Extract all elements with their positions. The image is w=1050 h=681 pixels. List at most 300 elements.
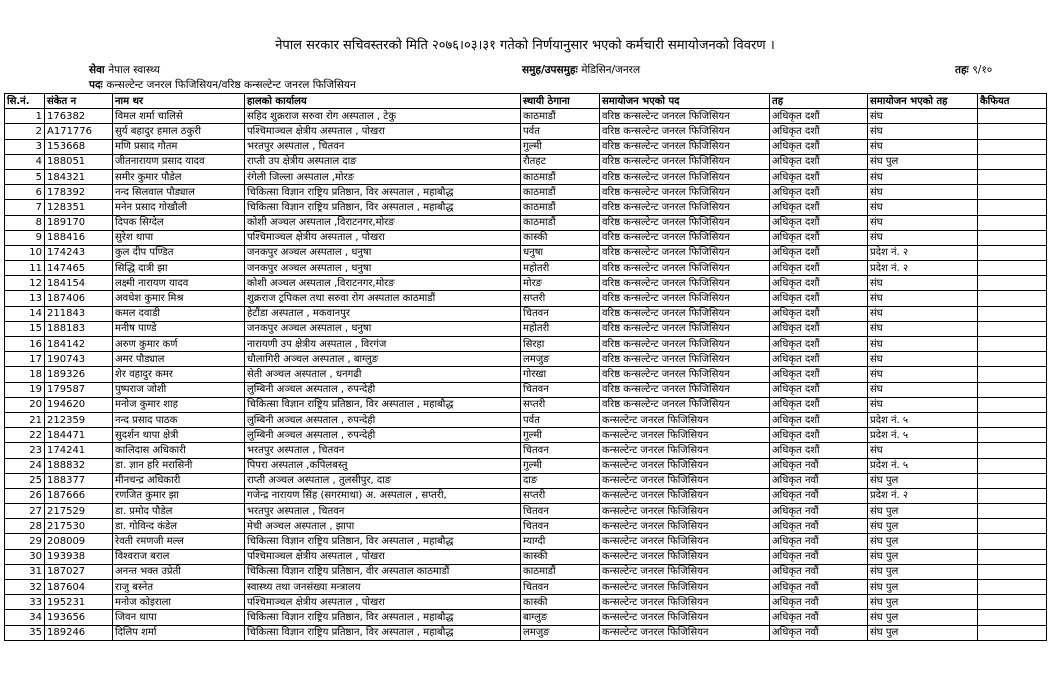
cell-sn: 34 xyxy=(5,610,45,625)
cell-level: अधिकृत दशौं xyxy=(770,215,868,230)
cell-post: कन्सल्टेन्ट जनरल फिजिसियन xyxy=(600,625,770,640)
cell-post: कन्सल्टेन्ट जनरल फिजिसियन xyxy=(600,473,770,488)
cell-sn: 31 xyxy=(5,564,45,579)
sewa-label: सेवा xyxy=(89,64,105,76)
table-row xyxy=(5,124,1047,139)
cell-post: वरिष्ठ कन्सल्टेन्ट जनरल फिजिसियन xyxy=(600,306,770,321)
cell-office: सहिद शुक्रराज सरुवा रोग अस्पताल , टेकु xyxy=(245,109,521,124)
cell-remarks xyxy=(978,504,1047,519)
taha-value: ९/१० xyxy=(972,64,993,76)
cell-address: काठमाडौं xyxy=(521,215,600,230)
cell-sn: 24 xyxy=(5,458,45,473)
cell-office: जनकपुर अञ्चल अस्पताल , धनुषा xyxy=(245,321,521,336)
cell-level: अधिकृत दशौं xyxy=(770,109,868,124)
cell-adjusted-level: संघ पुल xyxy=(868,504,978,519)
cell-adjusted-level: प्रदेश नं. ५ xyxy=(868,458,978,473)
cell-sn: 21 xyxy=(5,412,45,427)
cell-code: 190743 xyxy=(45,352,113,367)
sewa-value: नेपाल स्वास्थ्य xyxy=(108,64,160,76)
cell-address: पर्वत xyxy=(521,124,600,139)
cell-office: राप्ती अञ्चल अस्पताल , तुलसीपुर, दाङ xyxy=(245,473,521,488)
cell-office: चिकित्सा विज्ञान राष्ट्रिय प्रतिष्ठान, विर अस्पताल , महाबौद्ध xyxy=(245,534,521,549)
cell-adjusted-level: संघ पुल xyxy=(868,595,978,610)
cell-code: 176382 xyxy=(45,109,113,124)
cell-remarks xyxy=(978,169,1047,184)
table-row xyxy=(5,397,1047,412)
cell-remarks xyxy=(978,230,1047,245)
cell-post: कन्सल्टेन्ट जनरल फिजिसियन xyxy=(600,519,770,534)
cell-level: अधिकृत दशौं xyxy=(770,169,868,184)
cell-code: 153668 xyxy=(45,139,113,154)
cell-level: अधिकृत दशौं xyxy=(770,397,868,412)
table-row xyxy=(5,382,1047,397)
cell-name: अरुण कुमार कर्ण xyxy=(113,337,245,352)
cell-office: कोशी अञ्चल अस्पताल ,विराटनगर,मोरङ xyxy=(245,215,521,230)
cell-address: कास्की xyxy=(521,549,600,564)
table-row xyxy=(5,367,1047,382)
cell-sn: 23 xyxy=(5,443,45,458)
cell-address: चितवन xyxy=(521,519,600,534)
cell-office: भरतपुर अस्पताल , चितवन xyxy=(245,139,521,154)
cell-level: अधिकृत दशौं xyxy=(770,443,868,458)
cell-level: अधिकृत दशौं xyxy=(770,428,868,443)
cell-remarks xyxy=(978,625,1047,640)
cell-level: अधिकृत दशौं xyxy=(770,367,868,382)
table-row xyxy=(5,564,1047,579)
cell-address: गुल्मी xyxy=(521,458,600,473)
cell-office: धौलागिरी अञ्चल अस्पताल , बाग्लुङ xyxy=(245,352,521,367)
cell-remarks xyxy=(978,185,1047,200)
cell-code: 147465 xyxy=(45,261,113,276)
cell-adjusted-level: संघ xyxy=(868,169,978,184)
cell-name: अनन्त भक्त उप्रेती xyxy=(113,564,245,579)
cell-sn: 10 xyxy=(5,245,45,260)
cell-post: कन्सल्टेन्ट जनरल फिजिसियन xyxy=(600,412,770,427)
cell-name: विमल शर्मा चालिसे xyxy=(113,109,245,124)
cell-post: कन्सल्टेन्ट जनरल फिजिसियन xyxy=(600,443,770,458)
table-row xyxy=(5,109,1047,124)
cell-name: मनोज कुमार शाह xyxy=(113,397,245,412)
cell-adjusted-level: संघ xyxy=(868,200,978,215)
cell-code: 187027 xyxy=(45,564,113,579)
cell-office: भरतपुर अस्पताल , चितवन xyxy=(245,443,521,458)
cell-address: म्याग्दी xyxy=(521,534,600,549)
cell-code: 188051 xyxy=(45,154,113,169)
column-header-adjusted-level: समायोजन भएको तह xyxy=(868,94,978,109)
cell-office: लुम्बिनी अञ्चल अस्पताल , रुपन्देही xyxy=(245,412,521,427)
employee-table xyxy=(4,93,1047,641)
cell-post: वरिष्ठ कन्सल्टेन्ट जनरल फिजिसियन xyxy=(600,382,770,397)
cell-code: 184154 xyxy=(45,276,113,291)
cell-adjusted-level: संघ पुल xyxy=(868,610,978,625)
cell-level: अधिकृत नवौं xyxy=(770,519,868,534)
table-row xyxy=(5,352,1047,367)
cell-adjusted-level: प्रदेश नं. २ xyxy=(868,488,978,503)
cell-post: वरिष्ठ कन्सल्टेन्ट जनरल फिजिसियन xyxy=(600,169,770,184)
cell-post: वरिष्ठ कन्सल्टेन्ट जनरल फिजिसियन xyxy=(600,154,770,169)
table-row xyxy=(5,534,1047,549)
cell-code: 184142 xyxy=(45,337,113,352)
cell-sn: 18 xyxy=(5,367,45,382)
cell-adjusted-level: संघ पुल xyxy=(868,580,978,595)
cell-remarks xyxy=(978,610,1047,625)
cell-name: दिलिप शर्मा xyxy=(113,625,245,640)
cell-remarks xyxy=(978,276,1047,291)
cell-remarks xyxy=(978,580,1047,595)
table-header-row xyxy=(5,94,1047,109)
cell-office: राप्ती उप क्षेत्रीय अस्पताल दाङ xyxy=(245,154,521,169)
cell-sn: 13 xyxy=(5,291,45,306)
cell-adjusted-level: संघ xyxy=(868,185,978,200)
table-row xyxy=(5,519,1047,534)
cell-sn: 8 xyxy=(5,215,45,230)
table-row xyxy=(5,428,1047,443)
column-header-code: संकेत न xyxy=(45,94,113,109)
cell-name: मनोज कोइराला xyxy=(113,595,245,610)
cell-post: वरिष्ठ कन्सल्टेन्ट जनरल फिजिसियन xyxy=(600,291,770,306)
cell-address: काठमाडौं xyxy=(521,185,600,200)
taha-label: तहः xyxy=(955,64,969,76)
cell-name: मणि प्रसाद गौतम xyxy=(113,139,245,154)
table-row xyxy=(5,245,1047,260)
cell-code: 208009 xyxy=(45,534,113,549)
cell-address: सप्तरी xyxy=(521,488,600,503)
cell-level: अधिकृत नवौं xyxy=(770,595,868,610)
cell-remarks xyxy=(978,109,1047,124)
cell-adjusted-level: संघ पुल xyxy=(868,519,978,534)
cell-post: वरिष्ठ कन्सल्टेन्ट जनरल फिजिसियन xyxy=(600,109,770,124)
cell-address: लमजुङ xyxy=(521,625,600,640)
cell-level: अधिकृत दशौं xyxy=(770,261,868,276)
cell-remarks xyxy=(978,154,1047,169)
cell-sn: 30 xyxy=(5,549,45,564)
cell-name: सुरेश थापा xyxy=(113,230,245,245)
cell-name: कमल दवाडी xyxy=(113,306,245,321)
table-row xyxy=(5,549,1047,564)
cell-address: सप्तरी xyxy=(521,291,600,306)
cell-sn: 17 xyxy=(5,352,45,367)
cell-name: विश्वराज बराल xyxy=(113,549,245,564)
cell-code: 178392 xyxy=(45,185,113,200)
table-row xyxy=(5,625,1047,640)
cell-code: A171776 xyxy=(45,124,113,139)
cell-code: 195231 xyxy=(45,595,113,610)
cell-office: लुम्बिनी अञ्चल अस्पताल , रुपन्देही xyxy=(245,428,521,443)
cell-post: कन्सल्टेन्ट जनरल फिजिसियन xyxy=(600,458,770,473)
cell-sn: 1 xyxy=(5,109,45,124)
cell-address: चितवन xyxy=(521,504,600,519)
cell-post: वरिष्ठ कन्सल्टेन्ट जनरल फिजिसियन xyxy=(600,397,770,412)
cell-sn: 35 xyxy=(5,625,45,640)
table-row xyxy=(5,458,1047,473)
cell-remarks xyxy=(978,458,1047,473)
cell-code: 174241 xyxy=(45,443,113,458)
cell-name: अवधेश कुमार मिश्र xyxy=(113,291,245,306)
cell-remarks xyxy=(978,306,1047,321)
cell-name: सुर्य बहादुर हमाल ठकुरी xyxy=(113,124,245,139)
cell-name: डा. गोविन्द कंडेल xyxy=(113,519,245,534)
cell-office: कोशी अञ्चल अस्पताल ,विराटनगर,मोरङ xyxy=(245,276,521,291)
cell-adjusted-level: संघ xyxy=(868,109,978,124)
cell-remarks xyxy=(978,261,1047,276)
table-row xyxy=(5,276,1047,291)
cell-office: हेटौंडा अस्पताल , मकवानपुर xyxy=(245,306,521,321)
cell-adjusted-level: संघ xyxy=(868,367,978,382)
cell-level: अधिकृत नवौं xyxy=(770,504,868,519)
cell-remarks xyxy=(978,534,1047,549)
cell-post: कन्सल्टेन्ट जनरल फिजिसियन xyxy=(600,580,770,595)
cell-sn: 32 xyxy=(5,580,45,595)
cell-remarks xyxy=(978,215,1047,230)
cell-name: अमर पौड्याल xyxy=(113,352,245,367)
cell-address: धनुषा xyxy=(521,245,600,260)
cell-code: 189170 xyxy=(45,215,113,230)
cell-name: नन्द सिलवाल पौड्याल xyxy=(113,185,245,200)
cell-office: पश्चिमाञ्चल क्षेत्रीय अस्पताल , पोखरा xyxy=(245,549,521,564)
cell-code: 128351 xyxy=(45,200,113,215)
cell-level: अधिकृत नवौं xyxy=(770,458,868,473)
cell-address: सिरहा xyxy=(521,337,600,352)
cell-address: काठमाडौं xyxy=(521,564,600,579)
table-row xyxy=(5,321,1047,336)
samuha-label: समुह/उपसमुहः xyxy=(522,64,578,76)
cell-office: पिपरा अस्पताल ,कपिलबस्तु xyxy=(245,458,521,473)
cell-post: वरिष्ठ कन्सल्टेन्ट जनरल फिजिसियन xyxy=(600,139,770,154)
cell-post: कन्सल्टेन्ट जनरल फिजिसियन xyxy=(600,534,770,549)
cell-adjusted-level: संघ xyxy=(868,306,978,321)
cell-adjusted-level: संघ xyxy=(868,276,978,291)
cell-code: 187604 xyxy=(45,580,113,595)
cell-sn: 12 xyxy=(5,276,45,291)
cell-name: मनेन प्रसाद गोखौली xyxy=(113,200,245,215)
cell-office: पश्चिमाञ्चल क्षेत्रीय अस्पताल , पोखरा xyxy=(245,124,521,139)
cell-code: 179587 xyxy=(45,382,113,397)
cell-post: कन्सल्टेन्ट जनरल फिजिसियन xyxy=(600,428,770,443)
cell-adjusted-level: संघ xyxy=(868,139,978,154)
cell-office: गजेन्द्र नारायण सिंह (सगरमाथा) अ. अस्पताल , सप्तरी, xyxy=(245,488,521,503)
cell-level: अधिकृत दशौं xyxy=(770,139,868,154)
cell-sn: 19 xyxy=(5,382,45,397)
cell-post: वरिष्ठ कन्सल्टेन्ट जनरल फिजिसियन xyxy=(600,200,770,215)
column-header-level: तह xyxy=(770,94,868,109)
cell-adjusted-level: प्रदेश नं. २ xyxy=(868,261,978,276)
cell-address: महोतरी xyxy=(521,261,600,276)
cell-code: 188832 xyxy=(45,458,113,473)
table-row xyxy=(5,443,1047,458)
table-row xyxy=(5,154,1047,169)
cell-code: 217530 xyxy=(45,519,113,534)
cell-adjusted-level: संघ xyxy=(868,230,978,245)
cell-adjusted-level: संघ xyxy=(868,352,978,367)
cell-adjusted-level: संघ xyxy=(868,443,978,458)
cell-sn: 4 xyxy=(5,154,45,169)
cell-sn: 20 xyxy=(5,397,45,412)
cell-name: जिवन थापा xyxy=(113,610,245,625)
cell-remarks xyxy=(978,124,1047,139)
cell-code: 188416 xyxy=(45,230,113,245)
cell-post: वरिष्ठ कन्सल्टेन्ट जनरल फिजिसियन xyxy=(600,352,770,367)
cell-remarks xyxy=(978,473,1047,488)
cell-level: अधिकृत दशौं xyxy=(770,321,868,336)
cell-sn: 22 xyxy=(5,428,45,443)
cell-post: वरिष्ठ कन्सल्टेन्ट जनरल फिजिसियन xyxy=(600,230,770,245)
cell-office: मेची अञ्चल अस्पताल , झापा xyxy=(245,519,521,534)
cell-remarks xyxy=(978,428,1047,443)
cell-level: अधिकृत नवौं xyxy=(770,549,868,564)
cell-remarks xyxy=(978,139,1047,154)
table-row xyxy=(5,139,1047,154)
cell-name: मीनचन्द्र अधिकारी xyxy=(113,473,245,488)
cell-sn: 11 xyxy=(5,261,45,276)
cell-code: 217529 xyxy=(45,504,113,519)
cell-sn: 14 xyxy=(5,306,45,321)
pad-value: कन्सल्टेन्ट जनरल फिजिसियन/वरिष्ठ कन्सल्टेन्ट जनरल फिजिसियन xyxy=(106,79,356,91)
cell-level: अधिकृत नवौं xyxy=(770,473,868,488)
cell-remarks xyxy=(978,291,1047,306)
cell-level: अधिकृत नवौं xyxy=(770,564,868,579)
cell-level: अधिकृत दशौं xyxy=(770,291,868,306)
cell-office: चिकित्सा विज्ञान राष्ट्रिय प्रतिष्ठान, विर अस्पताल , महाबौद्ध xyxy=(245,185,521,200)
cell-adjusted-level: संघ xyxy=(868,397,978,412)
table-row xyxy=(5,169,1047,184)
cell-address: लमजुङ xyxy=(521,352,600,367)
cell-post: वरिष्ठ कन्सल्टेन्ट जनरल फिजिसियन xyxy=(600,124,770,139)
cell-name: डा. प्रमोद पौडेल xyxy=(113,504,245,519)
cell-address: गुल्मी xyxy=(521,139,600,154)
cell-level: अधिकृत दशौं xyxy=(770,200,868,215)
column-header-name: नाम थर xyxy=(113,94,245,109)
cell-office: लुम्बिनी अञ्चल अस्पताल , रुपन्देही xyxy=(245,382,521,397)
cell-name: शेर वहादुर कमर xyxy=(113,367,245,382)
cell-level: अधिकृत दशौं xyxy=(770,337,868,352)
cell-adjusted-level: संघ xyxy=(868,124,978,139)
cell-post: कन्सल्टेन्ट जनरल फिजिसियन xyxy=(600,610,770,625)
pad-label: पदः xyxy=(89,79,103,91)
samuha-line xyxy=(522,63,640,77)
table-row xyxy=(5,610,1047,625)
cell-level: अधिकृत दशौं xyxy=(770,154,868,169)
cell-code: 188377 xyxy=(45,473,113,488)
cell-level: अधिकृत दशौं xyxy=(770,352,868,367)
cell-address: काठमाडौं xyxy=(521,200,600,215)
cell-sn: 5 xyxy=(5,169,45,184)
cell-code: 189326 xyxy=(45,367,113,382)
cell-post: कन्सल्टेन्ट जनरल फिजिसियन xyxy=(600,488,770,503)
cell-adjusted-level: संघ पुल xyxy=(868,534,978,549)
cell-address: गोरखा xyxy=(521,367,600,382)
cell-code: 194620 xyxy=(45,397,113,412)
cell-address: सप्तरी xyxy=(521,397,600,412)
cell-remarks xyxy=(978,519,1047,534)
cell-adjusted-level: संघ xyxy=(868,382,978,397)
cell-name: समीर कुमार पौडेल xyxy=(113,169,245,184)
cell-office: पश्चिमाञ्चल क्षेत्रीय अस्पताल , पोखरा xyxy=(245,595,521,610)
cell-remarks xyxy=(978,549,1047,564)
cell-remarks xyxy=(978,367,1047,382)
table-row xyxy=(5,504,1047,519)
cell-address: कास्की xyxy=(521,230,600,245)
cell-post: कन्सल्टेन्ट जनरल फिजिसियन xyxy=(600,549,770,564)
cell-sn: 25 xyxy=(5,473,45,488)
sewa-line xyxy=(89,63,160,77)
table-row xyxy=(5,473,1047,488)
cell-adjusted-level: प्रदेश नं. २ xyxy=(868,245,978,260)
cell-sn: 3 xyxy=(5,139,45,154)
cell-adjusted-level: प्रदेश नं. ५ xyxy=(868,412,978,427)
cell-address: चितवन xyxy=(521,443,600,458)
cell-address: मोरङ xyxy=(521,276,600,291)
table-row xyxy=(5,200,1047,215)
cell-post: वरिष्ठ कन्सल्टेन्ट जनरल फिजिसियन xyxy=(600,245,770,260)
cell-name: लक्ष्मी नारायण यादव xyxy=(113,276,245,291)
cell-post: वरिष्ठ कन्सल्टेन्ट जनरल फिजिसियन xyxy=(600,367,770,382)
cell-post: वरिष्ठ कन्सल्टेन्ट जनरल फिजिसियन xyxy=(600,185,770,200)
cell-office: नारायणी उप क्षेत्रीय अस्पताल , विरगंज xyxy=(245,337,521,352)
taha-line xyxy=(955,63,992,77)
cell-code: 189246 xyxy=(45,625,113,640)
table-row xyxy=(5,291,1047,306)
cell-office: चिकित्सा विज्ञान राष्ट्रिय प्रतिष्ठान, विर अस्पताल , महाबौद्ध xyxy=(245,200,521,215)
cell-address: चितवन xyxy=(521,580,600,595)
cell-level: अधिकृत नवौं xyxy=(770,488,868,503)
cell-address: दाङ xyxy=(521,473,600,488)
cell-address: काठमाडौं xyxy=(521,109,600,124)
cell-name: नन्द प्रसाद पाठक xyxy=(113,412,245,427)
cell-sn: 16 xyxy=(5,337,45,352)
cell-level: अधिकृत दशौं xyxy=(770,124,868,139)
cell-adjusted-level: संघ पुल xyxy=(868,154,978,169)
cell-post: वरिष्ठ कन्सल्टेन्ट जनरल फिजिसियन xyxy=(600,215,770,230)
cell-adjusted-level: प्रदेश नं. ५ xyxy=(868,428,978,443)
cell-remarks xyxy=(978,337,1047,352)
cell-level: अधिकृत दशौं xyxy=(770,276,868,291)
table-row xyxy=(5,306,1047,321)
table-row xyxy=(5,595,1047,610)
table-row xyxy=(5,412,1047,427)
cell-level: अधिकृत नवौं xyxy=(770,610,868,625)
table-row xyxy=(5,215,1047,230)
cell-level: अधिकृत दशौं xyxy=(770,306,868,321)
cell-name: सुदर्शन थापा क्षेत्री xyxy=(113,428,245,443)
table-row xyxy=(5,230,1047,245)
document-title: नेपाल सरकार सचिवस्तरको मिति २०७६।०३।३१ गतेको निर्णयानुसार भएको कर्मचारी समायोजनको विवरण । xyxy=(275,38,775,53)
cell-name: राजु बस्नेत xyxy=(113,580,245,595)
cell-level: अधिकृत दशौं xyxy=(770,230,868,245)
cell-name: डा. ज्ञान हरि मरासिनी xyxy=(113,458,245,473)
cell-office: चिकित्सा विज्ञान राष्ट्रिय प्रतिष्ठान, विर अस्पताल , महाबौद्ध xyxy=(245,397,521,412)
cell-post: कन्सल्टेन्ट जनरल फिजिसियन xyxy=(600,504,770,519)
cell-sn: 6 xyxy=(5,185,45,200)
cell-remarks xyxy=(978,488,1047,503)
cell-office: चिकित्सा विज्ञान राष्ट्रिय प्रतिष्ठान, विर अस्पताल , महाबौद्ध xyxy=(245,610,521,625)
cell-name: रणजित कुमार झा xyxy=(113,488,245,503)
table-row xyxy=(5,580,1047,595)
cell-post: वरिष्ठ कन्सल्टेन्ट जनरल फिजिसियन xyxy=(600,261,770,276)
table-row xyxy=(5,261,1047,276)
cell-address: बाग्लुङ xyxy=(521,610,600,625)
cell-sn: 33 xyxy=(5,595,45,610)
cell-remarks xyxy=(978,200,1047,215)
cell-name: सिद्धि दात्री झा xyxy=(113,261,245,276)
column-header-post: समायोजन भएको पद xyxy=(600,94,770,109)
cell-code: 184471 xyxy=(45,428,113,443)
cell-sn: 15 xyxy=(5,321,45,336)
cell-address: कास्की xyxy=(521,595,600,610)
cell-office: स्वास्थ्य तथा जनसंख्या मन्त्रालय xyxy=(245,580,521,595)
cell-name: कालिदास अधिकारी xyxy=(113,443,245,458)
cell-code: 187406 xyxy=(45,291,113,306)
cell-remarks xyxy=(978,352,1047,367)
